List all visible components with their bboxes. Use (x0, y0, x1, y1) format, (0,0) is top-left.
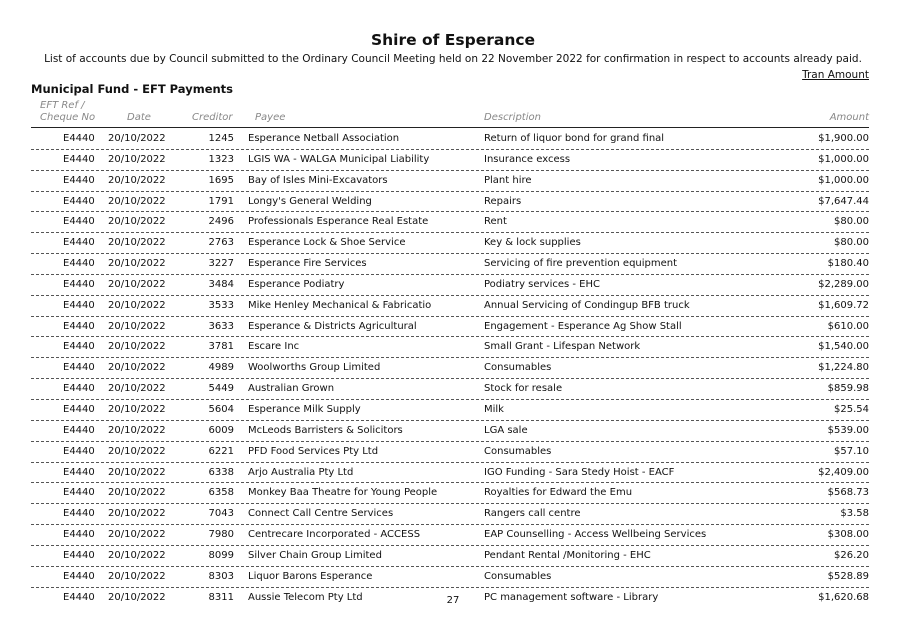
table-row (31, 129, 869, 150)
cell-creditor: 8303 (208, 570, 234, 582)
cell-payee: LGIS WA - WALGA Municipal Liability (248, 153, 430, 165)
cell-payee: Liquor Barons Esperance (248, 570, 373, 582)
cell-description: Key & lock supplies (484, 237, 581, 249)
page-number: 27 (446, 595, 460, 606)
cell-amount: $1,620.68 (818, 591, 869, 603)
table-row (31, 546, 869, 567)
cell-description: EAP Counselling - Access Wellbeing Services (484, 529, 707, 541)
column-header-amount: Amount (829, 112, 869, 123)
cell-payee: Mike Henley Mechanical & Fabricatio (248, 299, 432, 311)
cell-payee: Monkey Baa Theatre for Young People (248, 487, 438, 499)
table-row (31, 150, 869, 171)
cell-description: Annual Servicing of Condingup BFB truck (484, 299, 690, 311)
cell-creditor: 1245 (208, 133, 234, 144)
cell-description: Consumables (484, 445, 552, 457)
tran-amount-label: Tran Amount (802, 69, 869, 81)
table-header (31, 100, 869, 128)
cell-payee: Australian Grown (248, 383, 335, 395)
cell-ref: E4440 (63, 153, 95, 165)
cell-amount: $568.73 (827, 487, 869, 499)
cell-payee: Silver Chain Group Limited (248, 549, 382, 561)
cell-creditor: 6009 (208, 424, 234, 436)
cell-date: 20/10/2022 (108, 549, 166, 561)
table-row (31, 463, 869, 484)
cell-creditor: 6338 (208, 466, 234, 478)
table-row (31, 358, 869, 379)
cell-description: Servicing of fire prevention equipment (484, 258, 678, 270)
cell-creditor: 8099 (208, 549, 234, 561)
table-row (31, 275, 869, 296)
cell-date: 20/10/2022 (108, 362, 166, 374)
column-header-date: Date (127, 112, 151, 123)
cell-date: 20/10/2022 (108, 529, 166, 541)
cell-payee: Arjo Australia Pty Ltd (248, 466, 354, 478)
cell-date: 20/10/2022 (108, 570, 166, 582)
cell-payee: Bay of Isles Mini-Excavators (248, 174, 388, 186)
cell-date: 20/10/2022 (108, 174, 166, 186)
table-row (31, 421, 869, 442)
table-row (31, 442, 869, 463)
cell-amount: $1,609.72 (818, 299, 869, 311)
cell-description: Stock for resale (484, 383, 563, 395)
table-row (31, 254, 869, 275)
cell-creditor: 4989 (208, 362, 234, 374)
cell-amount: $528.89 (827, 570, 869, 582)
cell-description: Engagement - Esperance Ag Show Stall (484, 320, 682, 332)
cell-payee: Centrecare Incorporated - ACCESS (248, 529, 421, 541)
cell-description: Plant hire (484, 174, 532, 186)
column-header-description: Description (484, 112, 541, 123)
column-header-payee: Payee (255, 112, 286, 123)
cell-description: IGO Funding - Sara Stedy Hoist - EACF (484, 466, 675, 478)
cell-ref: E4440 (63, 362, 95, 374)
table-row (31, 317, 869, 338)
cell-description: Return of liquor bond for grand final (484, 133, 665, 144)
cell-ref: E4440 (63, 341, 95, 353)
cell-creditor: 7980 (208, 529, 234, 541)
cell-payee: Longy's General Welding (248, 195, 372, 207)
cell-description: Small Grant - Lifespan Network (484, 341, 641, 353)
cell-creditor: 5604 (208, 403, 234, 415)
table-row (31, 233, 869, 254)
cell-date: 20/10/2022 (108, 341, 166, 353)
table-row (31, 567, 869, 588)
cell-creditor: 1791 (208, 195, 234, 207)
cell-amount: $2,409.00 (818, 466, 869, 478)
table-row (31, 400, 869, 421)
cell-creditor: 2763 (208, 237, 234, 249)
cell-date: 20/10/2022 (108, 466, 166, 478)
cell-amount: $3.58 (840, 508, 869, 520)
cell-ref: E4440 (63, 383, 95, 395)
cell-creditor: 8311 (208, 591, 234, 603)
cell-amount: $1,224.80 (818, 362, 869, 374)
cell-ref: E4440 (63, 424, 95, 436)
cell-ref: E4440 (63, 299, 95, 311)
cell-ref: E4440 (63, 278, 95, 290)
cell-payee: Esperance Milk Supply (248, 403, 361, 415)
cell-payee: Woolworths Group Limited (248, 362, 381, 374)
table-row (31, 483, 869, 504)
cell-description: Pendant Rental /Monitoring - EHC (484, 549, 651, 561)
cell-creditor: 3227 (208, 258, 234, 270)
cell-amount: $80.00 (834, 237, 869, 249)
cell-description: Rangers call centre (484, 508, 581, 520)
cell-creditor: 5449 (208, 383, 234, 395)
cell-payee: Esperance Podiatry (248, 278, 345, 290)
cell-date: 20/10/2022 (108, 153, 166, 165)
cell-amount: $1,000.00 (818, 153, 869, 165)
cell-date: 20/10/2022 (108, 216, 166, 228)
cell-date: 20/10/2022 (108, 258, 166, 270)
cell-ref: E4440 (63, 466, 95, 478)
cell-ref: E4440 (63, 237, 95, 249)
column-header-ref-line1: EFT Ref / (40, 100, 85, 111)
cell-ref: E4440 (63, 216, 95, 228)
cell-payee: McLeods Barristers & Solicitors (248, 424, 403, 436)
cell-creditor: 3633 (208, 320, 234, 332)
cell-payee: Connect Call Centre Services (248, 508, 394, 520)
cell-payee: Professionals Esperance Real Estate (248, 216, 429, 228)
cell-description: Rent (484, 216, 507, 228)
cell-ref: E4440 (63, 320, 95, 332)
cell-ref: E4440 (63, 133, 95, 144)
cell-creditor: 1695 (208, 174, 234, 186)
column-header-creditor: Creditor (192, 112, 233, 123)
column-header-ref-line2: Cheque No (40, 112, 96, 123)
cell-ref: E4440 (63, 487, 95, 499)
cell-payee: Esperance Lock & Shoe Service (248, 237, 406, 249)
table-row (31, 296, 869, 317)
cell-payee: PFD Food Services Pty Ltd (248, 445, 379, 457)
cell-date: 20/10/2022 (108, 424, 166, 436)
cell-creditor: 7043 (208, 508, 234, 520)
cell-creditor: 6221 (208, 445, 234, 457)
cell-description: Consumables (484, 570, 552, 582)
cell-date: 20/10/2022 (108, 278, 166, 290)
cell-description: Podiatry services - EHC (484, 278, 600, 290)
column-header-ref (40, 100, 95, 124)
cell-creditor: 3781 (208, 341, 234, 353)
cell-amount: $26.20 (834, 549, 869, 561)
cell-amount: $80.00 (834, 216, 869, 228)
cell-description: LGA sale (484, 424, 528, 436)
cell-amount: $7,647.44 (818, 195, 869, 207)
cell-payee: Esperance Netball Association (248, 133, 400, 144)
cell-amount: $2,289.00 (818, 278, 869, 290)
payments-table-body (31, 129, 869, 607)
cell-date: 20/10/2022 (108, 403, 166, 415)
table-row (31, 212, 869, 233)
cell-description: PC management software - Library (484, 591, 659, 603)
cell-date: 20/10/2022 (108, 237, 166, 249)
table-row (31, 379, 869, 400)
cell-amount: $859.98 (827, 383, 869, 395)
cell-amount: $539.00 (827, 424, 869, 436)
cell-amount: $25.54 (834, 403, 869, 415)
cell-ref: E4440 (63, 258, 95, 270)
cell-amount: $57.10 (834, 445, 869, 457)
cell-ref: E4440 (63, 445, 95, 457)
document-title: Shire of Esperance (370, 31, 536, 49)
cell-date: 20/10/2022 (108, 487, 166, 499)
cell-date: 20/10/2022 (108, 383, 166, 395)
cell-date: 20/10/2022 (108, 133, 166, 144)
table-row (31, 504, 869, 525)
table-row (31, 192, 869, 213)
cell-date: 20/10/2022 (108, 508, 166, 520)
cell-ref: E4440 (63, 549, 95, 561)
cell-payee: Escare Inc (248, 341, 300, 353)
cell-description: Insurance excess (484, 153, 571, 165)
cell-description: Repairs (484, 195, 522, 207)
cell-ref: E4440 (63, 591, 95, 603)
cell-ref: E4440 (63, 174, 95, 186)
cell-description: Milk (484, 403, 504, 415)
cell-payee: Aussie Telecom Pty Ltd (248, 591, 363, 603)
cell-amount: $610.00 (827, 320, 869, 332)
cell-amount: $308.00 (827, 529, 869, 541)
cell-creditor: 2496 (208, 216, 234, 228)
cell-date: 20/10/2022 (108, 445, 166, 457)
cell-amount: $1,900.00 (818, 133, 869, 144)
cell-payee: Esperance & Districts Agricultural (248, 320, 417, 332)
cell-amount: $1,540.00 (818, 341, 869, 353)
cell-description: Royalties for Edward the Emu (484, 487, 633, 499)
cell-amount: $1,000.00 (818, 174, 869, 186)
cell-date: 20/10/2022 (108, 299, 166, 311)
cell-creditor: 3484 (208, 278, 234, 290)
cell-payee: Esperance Fire Services (248, 258, 367, 270)
table-row (31, 525, 869, 546)
cell-ref: E4440 (63, 195, 95, 207)
cell-ref: E4440 (63, 403, 95, 415)
cell-amount: $180.40 (827, 258, 869, 270)
cell-ref: E4440 (63, 570, 95, 582)
table-row (31, 337, 869, 358)
table-row (31, 171, 869, 192)
cell-date: 20/10/2022 (108, 195, 166, 207)
cell-description: Consumables (484, 362, 552, 374)
document-subtitle: List of accounts due by Council submitted to the Ordinary Council Meeting held on 22 November 2022 for confirmation in respect to accounts already paid. (44, 53, 862, 65)
cell-date: 20/10/2022 (108, 591, 166, 603)
cell-ref: E4440 (63, 529, 95, 541)
cell-date: 20/10/2022 (108, 320, 166, 332)
cell-creditor: 6358 (208, 487, 234, 499)
cell-creditor: 1323 (208, 153, 234, 165)
section-heading: Municipal Fund - EFT Payments (31, 82, 234, 96)
cell-creditor: 3533 (208, 299, 234, 311)
cell-ref: E4440 (63, 508, 95, 520)
